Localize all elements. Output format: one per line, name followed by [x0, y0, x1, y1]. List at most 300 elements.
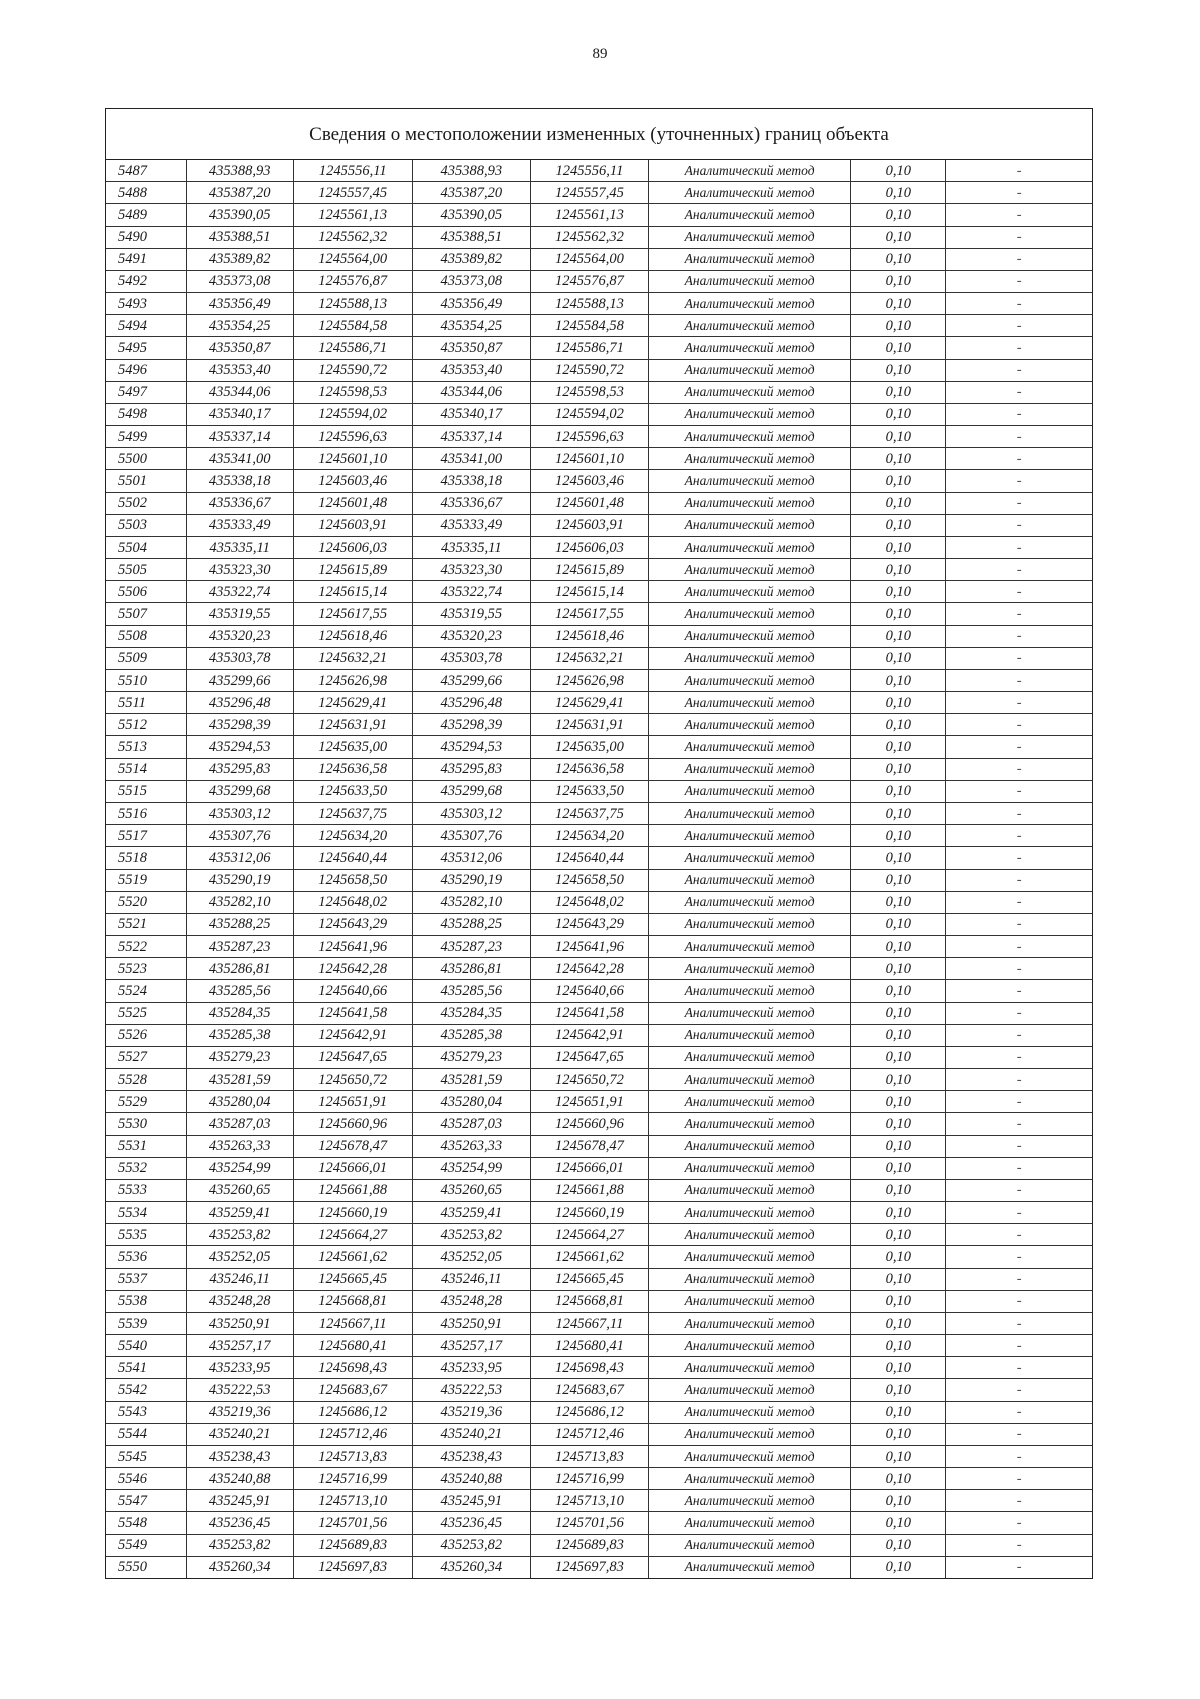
point-number-cell: 5537 — [106, 1268, 186, 1290]
x-existing-cell: 435307,76 — [186, 825, 293, 847]
method-cell: Аналитический метод — [649, 426, 851, 448]
note-cell: - — [946, 204, 1092, 226]
point-number-cell: 5531 — [106, 1135, 186, 1157]
method-cell: Аналитический метод — [649, 293, 851, 315]
point-number-cell: 5494 — [106, 315, 186, 337]
y-refined-cell: 1245683,67 — [530, 1379, 648, 1401]
y-refined-cell: 1245701,56 — [530, 1512, 648, 1534]
x-existing-cell: 435294,53 — [186, 736, 293, 758]
page-number: 89 — [592, 46, 608, 62]
y-refined-cell: 1245665,45 — [530, 1268, 648, 1290]
method-cell: Аналитический метод — [649, 1113, 851, 1135]
x-existing-cell: 435285,56 — [186, 980, 293, 1002]
table-row — [106, 780, 1092, 802]
x-refined-cell: 435390,05 — [412, 204, 530, 226]
table-row — [106, 359, 1092, 381]
y-existing-cell: 1245633,50 — [293, 780, 412, 802]
method-cell: Аналитический метод — [649, 647, 851, 669]
y-refined-cell: 1245617,55 — [530, 603, 648, 625]
method-cell: Аналитический метод — [649, 1445, 851, 1467]
table-row — [106, 403, 1092, 425]
y-refined-cell: 1245713,83 — [530, 1445, 648, 1467]
y-refined-cell: 1245576,87 — [530, 270, 648, 292]
table-row — [106, 714, 1092, 736]
point-number-cell: 5532 — [106, 1157, 186, 1179]
method-cell: Аналитический метод — [649, 559, 851, 581]
table-row — [106, 1224, 1092, 1246]
y-existing-cell: 1245641,96 — [293, 936, 412, 958]
note-cell: - — [946, 492, 1092, 514]
method-cell: Аналитический метод — [649, 1069, 851, 1091]
method-cell: Аналитический метод — [649, 536, 851, 558]
method-cell: Аналитический метод — [649, 847, 851, 869]
note-cell: - — [946, 669, 1092, 691]
y-refined-cell: 1245584,58 — [530, 315, 648, 337]
note-cell: - — [946, 293, 1092, 315]
y-existing-cell: 1245641,58 — [293, 1002, 412, 1024]
method-cell: Аналитический метод — [649, 381, 851, 403]
accuracy-cell: 0,10 — [851, 1135, 946, 1157]
table-row — [106, 891, 1092, 913]
table-row — [106, 1113, 1092, 1135]
y-existing-cell: 1245603,91 — [293, 514, 412, 536]
accuracy-cell: 0,10 — [851, 470, 946, 492]
method-cell: Аналитический метод — [649, 692, 851, 714]
x-refined-cell: 435354,25 — [412, 315, 530, 337]
y-refined-cell: 1245712,46 — [530, 1423, 648, 1445]
y-existing-cell: 1245640,44 — [293, 847, 412, 869]
accuracy-cell: 0,10 — [851, 492, 946, 514]
y-existing-cell: 1245601,48 — [293, 492, 412, 514]
point-number-cell: 5516 — [106, 802, 186, 824]
accuracy-cell: 0,10 — [851, 802, 946, 824]
method-cell: Аналитический метод — [649, 958, 851, 980]
x-existing-cell: 435312,06 — [186, 847, 293, 869]
point-number-cell: 5541 — [106, 1357, 186, 1379]
method-cell: Аналитический метод — [649, 226, 851, 248]
note-cell: - — [946, 1091, 1092, 1113]
x-existing-cell: 435279,23 — [186, 1046, 293, 1068]
y-existing-cell: 1245697,83 — [293, 1556, 412, 1578]
table-row — [106, 1069, 1092, 1091]
y-refined-cell: 1245660,19 — [530, 1202, 648, 1224]
x-refined-cell: 435282,10 — [412, 891, 530, 913]
method-cell: Аналитический метод — [649, 1379, 851, 1401]
x-refined-cell: 435341,00 — [412, 448, 530, 470]
accuracy-cell: 0,10 — [851, 1268, 946, 1290]
table-row — [106, 1490, 1092, 1512]
x-existing-cell: 435263,33 — [186, 1135, 293, 1157]
x-refined-cell: 435299,66 — [412, 669, 530, 691]
point-number-cell: 5530 — [106, 1113, 186, 1135]
method-cell: Аналитический метод — [649, 270, 851, 292]
x-refined-cell: 435303,78 — [412, 647, 530, 669]
y-refined-cell: 1245606,03 — [530, 536, 648, 558]
y-existing-cell: 1245658,50 — [293, 869, 412, 891]
method-cell: Аналитический метод — [649, 315, 851, 337]
x-refined-cell: 435259,41 — [412, 1202, 530, 1224]
accuracy-cell: 0,10 — [851, 270, 946, 292]
accuracy-cell: 0,10 — [851, 1224, 946, 1246]
y-refined-cell: 1245636,58 — [530, 758, 648, 780]
point-number-cell: 5507 — [106, 603, 186, 625]
x-refined-cell: 435295,83 — [412, 758, 530, 780]
y-existing-cell: 1245564,00 — [293, 248, 412, 270]
table-body — [106, 160, 1092, 1578]
point-number-cell: 5514 — [106, 758, 186, 780]
x-existing-cell: 435299,68 — [186, 780, 293, 802]
x-existing-cell: 435389,82 — [186, 248, 293, 270]
method-cell: Аналитический метод — [649, 780, 851, 802]
method-cell: Аналитический метод — [649, 1135, 851, 1157]
table-row — [106, 980, 1092, 1002]
point-number-cell: 5525 — [106, 1002, 186, 1024]
x-existing-cell: 435287,23 — [186, 936, 293, 958]
point-number-cell: 5500 — [106, 448, 186, 470]
accuracy-cell: 0,10 — [851, 448, 946, 470]
x-existing-cell: 435233,95 — [186, 1357, 293, 1379]
x-refined-cell: 435322,74 — [412, 581, 530, 603]
table-row — [106, 1135, 1092, 1157]
accuracy-cell: 0,10 — [851, 1445, 946, 1467]
accuracy-cell: 0,10 — [851, 1556, 946, 1578]
x-refined-cell: 435312,06 — [412, 847, 530, 869]
accuracy-cell: 0,10 — [851, 758, 946, 780]
x-refined-cell: 435298,39 — [412, 714, 530, 736]
point-number-cell: 5510 — [106, 669, 186, 691]
table-row — [106, 448, 1092, 470]
y-existing-cell: 1245598,53 — [293, 381, 412, 403]
point-number-cell: 5550 — [106, 1556, 186, 1578]
note-cell: - — [946, 1534, 1092, 1556]
x-existing-cell: 435323,30 — [186, 559, 293, 581]
table-row — [106, 1312, 1092, 1334]
y-refined-cell: 1245713,10 — [530, 1490, 648, 1512]
x-existing-cell: 435240,88 — [186, 1468, 293, 1490]
method-cell: Аналитический метод — [649, 160, 851, 182]
x-existing-cell: 435373,08 — [186, 270, 293, 292]
x-existing-cell: 435236,45 — [186, 1512, 293, 1534]
y-refined-cell: 1245586,71 — [530, 337, 648, 359]
y-refined-cell: 1245651,91 — [530, 1091, 648, 1113]
note-cell: - — [1016, 1559, 1022, 1576]
method-cell: Аналитический метод — [649, 1290, 851, 1312]
accuracy-cell: 0,10 — [851, 1312, 946, 1334]
table-row — [106, 1179, 1092, 1201]
method-cell: Аналитический метод — [649, 1268, 851, 1290]
y-refined-cell: 1245641,58 — [530, 1002, 648, 1024]
note-cell: - — [946, 581, 1092, 603]
x-refined-cell: 435303,12 — [412, 802, 530, 824]
note-cell: - — [946, 780, 1092, 802]
accuracy-cell: 0,10 — [851, 536, 946, 558]
point-number-cell: 5522 — [106, 936, 186, 958]
y-existing-cell: 1245629,41 — [293, 692, 412, 714]
table-row — [106, 270, 1092, 292]
accuracy-cell: 0,10 — [851, 359, 946, 381]
accuracy-cell: 0,10 — [851, 204, 946, 226]
y-existing-cell: 1245594,02 — [293, 403, 412, 425]
point-number-cell: 5488 — [106, 182, 186, 204]
x-refined-cell: 435260,65 — [412, 1179, 530, 1201]
accuracy-cell: 0,10 — [851, 1357, 946, 1379]
y-refined-cell: 1245556,11 — [530, 160, 648, 182]
accuracy-cell: 0,10 — [851, 780, 946, 802]
method-cell: Аналитический метод — [649, 182, 851, 204]
table-row — [106, 337, 1092, 359]
x-existing-cell: 435219,36 — [186, 1401, 293, 1423]
note-cell: - — [946, 359, 1092, 381]
accuracy-cell: 0,10 — [851, 669, 946, 691]
method-cell: Аналитический метод — [649, 758, 851, 780]
y-refined-cell: 1245647,65 — [530, 1046, 648, 1068]
x-refined-cell: 435338,18 — [412, 470, 530, 492]
accuracy-cell: 0,10 — [851, 936, 946, 958]
y-existing-cell: 1245586,71 — [293, 337, 412, 359]
x-refined-cell: 435299,68 — [412, 780, 530, 802]
note-cell: - — [946, 736, 1092, 758]
table-row — [106, 669, 1092, 691]
method-cell: Аналитический метод — [649, 1046, 851, 1068]
table-row — [106, 825, 1092, 847]
x-refined-cell: 435281,59 — [412, 1069, 530, 1091]
note-cell: - — [946, 802, 1092, 824]
accuracy-cell: 0,10 — [851, 603, 946, 625]
point-number-cell: 5536 — [106, 1246, 186, 1268]
x-refined-cell: 435323,30 — [412, 559, 530, 581]
x-refined-cell: 435246,11 — [412, 1268, 530, 1290]
y-existing-cell: 1245618,46 — [293, 625, 412, 647]
x-existing-cell: 435320,23 — [186, 625, 293, 647]
point-number-cell: 5549 — [106, 1534, 186, 1556]
table-row — [106, 847, 1092, 869]
point-number-cell: 5504 — [106, 536, 186, 558]
x-existing-cell: 435260,65 — [186, 1179, 293, 1201]
x-existing-cell: 435295,83 — [186, 758, 293, 780]
method-cell: Аналитический метод — [649, 1534, 851, 1556]
note-cell: - — [946, 758, 1092, 780]
x-refined-cell: 435253,82 — [412, 1224, 530, 1246]
x-refined-cell: 435287,23 — [412, 936, 530, 958]
y-refined-cell: 1245618,46 — [530, 625, 648, 647]
note-cell: - — [946, 182, 1092, 204]
boundary-table-frame — [105, 108, 1093, 1579]
note-cell: - — [946, 1069, 1092, 1091]
accuracy-cell: 0,10 — [851, 1290, 946, 1312]
method-cell: Аналитический метод — [649, 1002, 851, 1024]
note-cell: - — [946, 315, 1092, 337]
note-cell: - — [946, 337, 1092, 359]
method-cell: Аналитический метод — [649, 1091, 851, 1113]
y-existing-cell: 1245667,11 — [293, 1312, 412, 1334]
x-refined-cell: 435233,95 — [412, 1357, 530, 1379]
point-number-cell: 5512 — [106, 714, 186, 736]
y-refined-cell: 1245648,02 — [530, 891, 648, 913]
method-cell: Аналитический метод — [649, 1335, 851, 1357]
note-cell: - — [946, 160, 1092, 182]
y-existing-cell: 1245712,46 — [293, 1423, 412, 1445]
y-existing-cell: 1245661,62 — [293, 1246, 412, 1268]
y-refined-cell: 1245658,50 — [530, 869, 648, 891]
method-cell: Аналитический метод — [649, 825, 851, 847]
method-cell: Аналитический метод — [649, 1157, 851, 1179]
point-number-cell: 5526 — [106, 1024, 186, 1046]
table-row — [106, 315, 1092, 337]
accuracy-cell: 0,10 — [851, 625, 946, 647]
x-refined-cell: 435263,33 — [412, 1135, 530, 1157]
table-row — [106, 1046, 1092, 1068]
y-refined-cell: 1245594,02 — [530, 403, 648, 425]
point-number-cell: 5506 — [106, 581, 186, 603]
accuracy-cell: 0,10 — [851, 714, 946, 736]
y-existing-cell: 1245590,72 — [293, 359, 412, 381]
method-cell: Аналитический метод — [649, 492, 851, 514]
point-number-cell: 5490 — [106, 226, 186, 248]
y-existing-cell: 1245634,20 — [293, 825, 412, 847]
x-refined-cell: 435284,35 — [412, 1002, 530, 1024]
note-cell: - — [946, 559, 1092, 581]
point-number-cell: 5523 — [106, 958, 186, 980]
note-cell: - — [946, 1290, 1092, 1312]
accuracy-cell: 0,10 — [851, 980, 946, 1002]
y-refined-cell: 1245601,48 — [530, 492, 648, 514]
x-existing-cell: 435333,49 — [186, 514, 293, 536]
method-cell: Аналитический метод — [649, 1556, 851, 1578]
y-existing-cell: 1245615,14 — [293, 581, 412, 603]
y-refined-cell: 1245643,29 — [530, 913, 648, 935]
x-refined-cell: 435285,56 — [412, 980, 530, 1002]
y-existing-cell: 1245651,91 — [293, 1091, 412, 1113]
note-cell: - — [946, 403, 1092, 425]
note-cell: - — [946, 1335, 1092, 1357]
accuracy-cell: 0,10 — [851, 736, 946, 758]
x-existing-cell: 435344,06 — [186, 381, 293, 403]
table-row — [106, 381, 1092, 403]
x-existing-cell: 435290,19 — [186, 869, 293, 891]
y-existing-cell: 1245626,98 — [293, 669, 412, 691]
table-row — [106, 470, 1092, 492]
x-existing-cell: 435250,91 — [186, 1312, 293, 1334]
point-number-cell: 5520 — [106, 891, 186, 913]
x-refined-cell: 435253,82 — [412, 1534, 530, 1556]
table-row — [106, 958, 1092, 980]
note-cell: - — [946, 1379, 1092, 1401]
accuracy-cell: 0,10 — [851, 1046, 946, 1068]
method-cell: Аналитический метод — [649, 714, 851, 736]
x-existing-cell: 435356,49 — [186, 293, 293, 315]
method-cell: Аналитический метод — [649, 1024, 851, 1046]
x-existing-cell: 435288,25 — [186, 913, 293, 935]
table-row — [106, 758, 1092, 780]
x-existing-cell: 435341,00 — [186, 448, 293, 470]
point-number-cell: 5533 — [106, 1179, 186, 1201]
x-existing-cell: 435296,48 — [186, 692, 293, 714]
x-existing-cell: 435336,67 — [186, 492, 293, 514]
method-cell: Аналитический метод — [649, 359, 851, 381]
table-row — [106, 226, 1092, 248]
method-cell: Аналитический метод — [649, 1246, 851, 1268]
y-refined-cell: 1245640,44 — [530, 847, 648, 869]
table-row — [106, 514, 1092, 536]
x-existing-cell: 435298,39 — [186, 714, 293, 736]
point-number-cell: 5524 — [106, 980, 186, 1002]
method-cell: Аналитический метод — [649, 581, 851, 603]
x-existing-cell: 435319,55 — [186, 603, 293, 625]
y-refined-cell: 1245626,98 — [530, 669, 648, 691]
method-cell: Аналитический метод — [649, 1357, 851, 1379]
method-cell: Аналитический метод — [649, 248, 851, 270]
x-refined-cell: 435279,23 — [412, 1046, 530, 1068]
note-cell: - — [946, 1401, 1092, 1423]
y-existing-cell: 1245650,72 — [293, 1069, 412, 1091]
x-refined-cell: 435257,17 — [412, 1335, 530, 1357]
y-existing-cell: 1245701,56 — [293, 1512, 412, 1534]
table-row — [106, 492, 1092, 514]
x-existing-cell: 435248,28 — [186, 1290, 293, 1312]
y-refined-cell: 1245603,46 — [530, 470, 648, 492]
note-cell: - — [946, 426, 1092, 448]
y-existing-cell: 1245660,96 — [293, 1113, 412, 1135]
table-row — [106, 1423, 1092, 1445]
note-cell: - — [946, 1113, 1092, 1135]
x-existing-cell: 435285,38 — [186, 1024, 293, 1046]
method-cell: Аналитический метод — [649, 936, 851, 958]
note-cell: - — [946, 1024, 1092, 1046]
accuracy-cell: 0,10 — [851, 891, 946, 913]
x-refined-cell: 435245,91 — [412, 1490, 530, 1512]
method-cell: Аналитический метод — [649, 514, 851, 536]
accuracy-cell: 0,10 — [851, 248, 946, 270]
method-cell: Аналитический метод — [649, 403, 851, 425]
x-refined-cell: 435285,38 — [412, 1024, 530, 1046]
note-cell: - — [946, 1312, 1092, 1334]
x-existing-cell: 435281,59 — [186, 1069, 293, 1091]
x-existing-cell: 435252,05 — [186, 1246, 293, 1268]
table-row — [106, 692, 1092, 714]
point-number-cell: 5513 — [106, 736, 186, 758]
x-existing-cell: 435337,14 — [186, 426, 293, 448]
accuracy-cell: 0,10 — [851, 1069, 946, 1091]
accuracy-cell: 0,10 — [851, 1202, 946, 1224]
point-number-cell: 5518 — [106, 847, 186, 869]
y-existing-cell: 1245637,75 — [293, 802, 412, 824]
y-refined-cell: 1245668,81 — [530, 1290, 648, 1312]
x-existing-cell: 435253,82 — [186, 1534, 293, 1556]
table-row — [106, 1290, 1092, 1312]
y-existing-cell: 1245716,99 — [293, 1468, 412, 1490]
point-number-cell: 5491 — [106, 248, 186, 270]
accuracy-cell: 0,10 — [851, 647, 946, 669]
x-refined-cell: 435389,82 — [412, 248, 530, 270]
method-cell: Аналитический метод — [649, 1512, 851, 1534]
note-cell: - — [946, 625, 1092, 647]
y-refined-cell: 1245680,41 — [530, 1335, 648, 1357]
x-refined-cell: 435333,49 — [412, 514, 530, 536]
point-number-cell: 5497 — [106, 381, 186, 403]
method-cell: Аналитический метод — [649, 1224, 851, 1246]
point-number-cell: 5501 — [106, 470, 186, 492]
x-existing-cell: 435222,53 — [186, 1379, 293, 1401]
method-cell: Аналитический метод — [649, 669, 851, 691]
note-cell: - — [946, 226, 1092, 248]
table-row — [106, 1556, 1092, 1578]
note-cell: - — [946, 647, 1092, 669]
accuracy-cell: 0,10 — [851, 1335, 946, 1357]
x-existing-cell: 435299,66 — [186, 669, 293, 691]
x-refined-cell: 435287,03 — [412, 1113, 530, 1135]
table-row — [106, 559, 1092, 581]
x-refined-cell: 435335,11 — [412, 536, 530, 558]
